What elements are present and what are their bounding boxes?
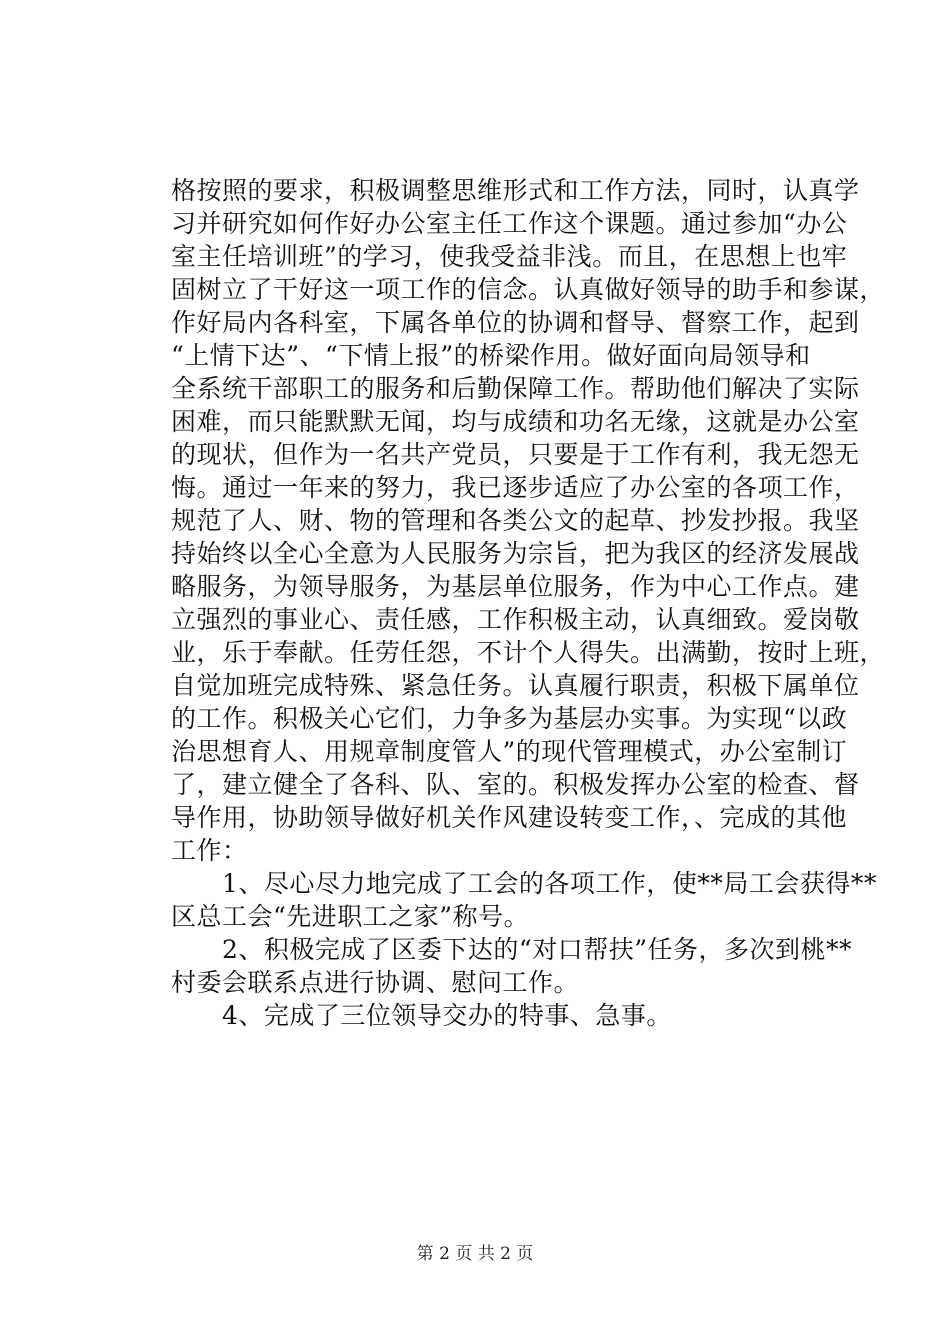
text-line: 室主任培训班”的学习，使我受益非浅。而且，在思想上也牢 xyxy=(171,242,848,271)
text-line: 悔。通过一年来的努力，我已逐步适应了办公室的各项工作， xyxy=(171,473,860,502)
text-line: 格按照的要求，积极调整思维形式和工作方法，同时，认真学 xyxy=(171,176,860,205)
list-item-line: 2、积极完成了区委下达的“对口帮扶”任务，多次到桃** xyxy=(171,935,852,964)
text-line: 固树立了干好这一项工作的信念。认真做好领导的助手和参谋， xyxy=(171,275,886,304)
text-line: 持始终以全心全意为人民服务为宗旨，把为我区的经济发展战 xyxy=(171,539,860,568)
text-line: 困难，而只能默默无闻，均与成绩和功名无缘，这就是办公室 xyxy=(171,407,860,436)
text-line: 规范了人、财、物的管理和各类公文的起草、抄发抄报。我坚 xyxy=(171,506,860,535)
text-line: 了，建立健全了各科、队、室的。积极发挥办公室的检查、督 xyxy=(171,770,860,799)
text-line: 习并研究如何作好办公室主任工作这个课题。通过参加“办公 xyxy=(171,209,848,238)
text-line: 的工作。积极关心它们，力争多为基层办实事。为实现“以政 xyxy=(171,704,848,733)
list-item-line: 区总工会“先进职工之家”称号。 xyxy=(171,902,530,931)
document-body xyxy=(171,174,886,1032)
text-line: 略服务，为领导服务，为基层单位服务，作为中心工作点。建 xyxy=(171,572,860,601)
page-number-footer: 第 2 页 共 2 页 xyxy=(416,1244,534,1264)
text-line: 业，乐于奉献。任劳任怨，不计个人得失。出满勤，按时上班， xyxy=(171,638,886,667)
list-item-line: 1、尽心尽力地完成了工会的各项工作，使**局工会获得** xyxy=(171,869,877,898)
text-line: 全系统干部职工的服务和后勤保障工作。帮助他们解决了实际 xyxy=(171,374,860,403)
text-line: 导作用，协助领导做好机关作风建设转变工作，、完成的其他 xyxy=(171,803,848,832)
text-line: 立强烈的事业心、责任感，工作积极主动，认真细致。爱岗敬 xyxy=(171,605,860,634)
text-line: 作好局内各科室，下属各单位的协调和督导、督察工作，起到 xyxy=(171,308,860,337)
text-line: “上情下达”、“下情上报”的桥梁作用。做好面向局领导和 xyxy=(171,341,811,370)
text-line: 自觉加班完成特殊、紧急任务。认真履行职责，积极下属单位 xyxy=(171,671,860,700)
list-item-line: 村委会联系点进行协调、慰问工作。 xyxy=(171,968,580,997)
text-line: 的现状，但作为一名共产党员，只要是于工作有利，我无怨无 xyxy=(171,440,860,469)
list-item-line: 4、完成了三位领导交办的特事、急事。 xyxy=(171,1001,672,1030)
text-line: 工作： xyxy=(171,836,248,865)
text-line: 治思想育人、用规章制度管人”的现代管理模式，办公室制订 xyxy=(171,737,848,766)
